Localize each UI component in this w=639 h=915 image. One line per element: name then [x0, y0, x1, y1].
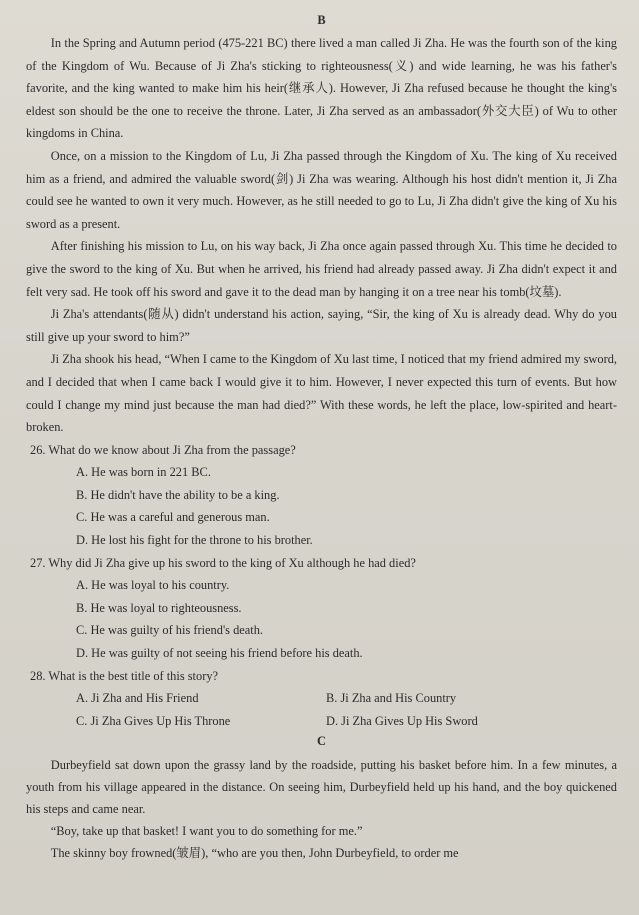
question-26-option-b: B. He didn't have the ability to be a king.	[76, 487, 280, 502]
passage-b	[26, 32, 617, 439]
passage-b-paragraph-1: In the Spring and Autumn period (475-221 BC) there lived a man called Ji Zha. He was the fourth son of the king of the Kingdom of Wu. Because of Ji Zha's sticking to righteousness(义) and wide learning, he was his father's favorite, and the king wanted to make him his heir(继承人). However, Ji Zha refused because he thought the king's eldest son should be the one to receive the throne. Later, Ji Zha served as an ambassador(外交大臣) of Wu to other kingdoms in China.	[26, 36, 617, 141]
question-28	[26, 665, 617, 733]
question-28-option-a: A. Ji Zha and His Friend	[76, 691, 199, 706]
question-26	[26, 439, 617, 552]
question-28-option-d: D. Ji Zha Gives Up His Sword	[326, 713, 478, 728]
question-27-option-c: C. He was guilty of his friend's death.	[76, 623, 264, 638]
passage-b-paragraph-3: After finishing his mission to Lu, on his way back, Ji Zha once again passed through Xu. This time he decided to give the sword to the king of Xu. But when he arrived, his friend had already passed away. Ji Zha didn't expect it and felt very sad. He took off his sword and gave it to the dead man by hanging it on a tree near his tomb(坟墓).	[26, 239, 617, 299]
question-28-option-b: B. Ji Zha and His Country	[326, 691, 457, 706]
question-28-option-c: C. Ji Zha Gives Up His Throne	[76, 713, 231, 728]
passage-c-paragraph-2: “Boy, take up that basket! I want you to do something for me.”	[50, 824, 363, 839]
section-b-heading: B	[317, 13, 326, 27]
question-27	[26, 552, 617, 665]
question-27-option-a: A. He was loyal to his country.	[76, 578, 230, 593]
question-28-options	[26, 687, 617, 732]
passage-c-paragraph-1: Durbeyfield sat down upon the grassy land by the roadside, putting his basket before him. In a few minutes, a youth from his village appeared in the distance. On seeing him, Durbeyfield held up his hand, and the boy quickened his steps and came near.	[26, 758, 617, 817]
question-26-option-a: A. He was born in 221 BC.	[76, 465, 211, 480]
passage-b-paragraph-4: Ji Zha's attendants(随从) didn't understand his action, saying, “Sir, the king of Xu is already dead. Why do you still give up your sword to him?”	[26, 307, 617, 344]
question-26-option-c: C. He was a careful and generous man.	[76, 510, 270, 525]
question-26-option-d: D. He lost his fight for the throne to his brother.	[76, 533, 313, 548]
question-27-stem: 27. Why did Ji Zha give up his sword to the king of Xu although he had died?	[30, 555, 416, 570]
passage-c-paragraph-3: The skinny boy frowned(皱眉), “who are you then, John Durbeyfield, to order me	[50, 846, 459, 861]
passage-c	[26, 754, 617, 864]
question-27-option-b: B. He was loyal to righteousness.	[76, 600, 242, 615]
question-26-stem: 26. What do we know about Ji Zha from the passage?	[30, 442, 296, 457]
question-28-stem: 28. What is the best title of this story?	[30, 668, 219, 683]
question-27-option-d: D. He was guilty of not seeing his friend before his death.	[76, 646, 363, 661]
section-c-heading: C	[317, 734, 326, 749]
passage-b-paragraph-2: Once, on a mission to the Kingdom of Lu, Ji Zha passed through the Kingdom of Xu. The king of Xu received him as a friend, and admired the valuable sword(剑) Ji Zha was wearing. Although his host didn't mention it, Ji Zha could see he wanted to own it very much. However, as he still needed to go to Lu, Ji Zha didn't give the king of Xu his sword as a present.	[26, 148, 617, 231]
passage-b-paragraph-5: Ji Zha shook his head, “When I came to the Kingdom of Xu last time, I noticed that my friend admired my sword, and I decided that when I came back I would give it to him. However, I never expected this turn of events. But how could I change my mind just because the man had died?” With these words, he left the place, low-spirited and heart-broken.	[26, 352, 617, 435]
